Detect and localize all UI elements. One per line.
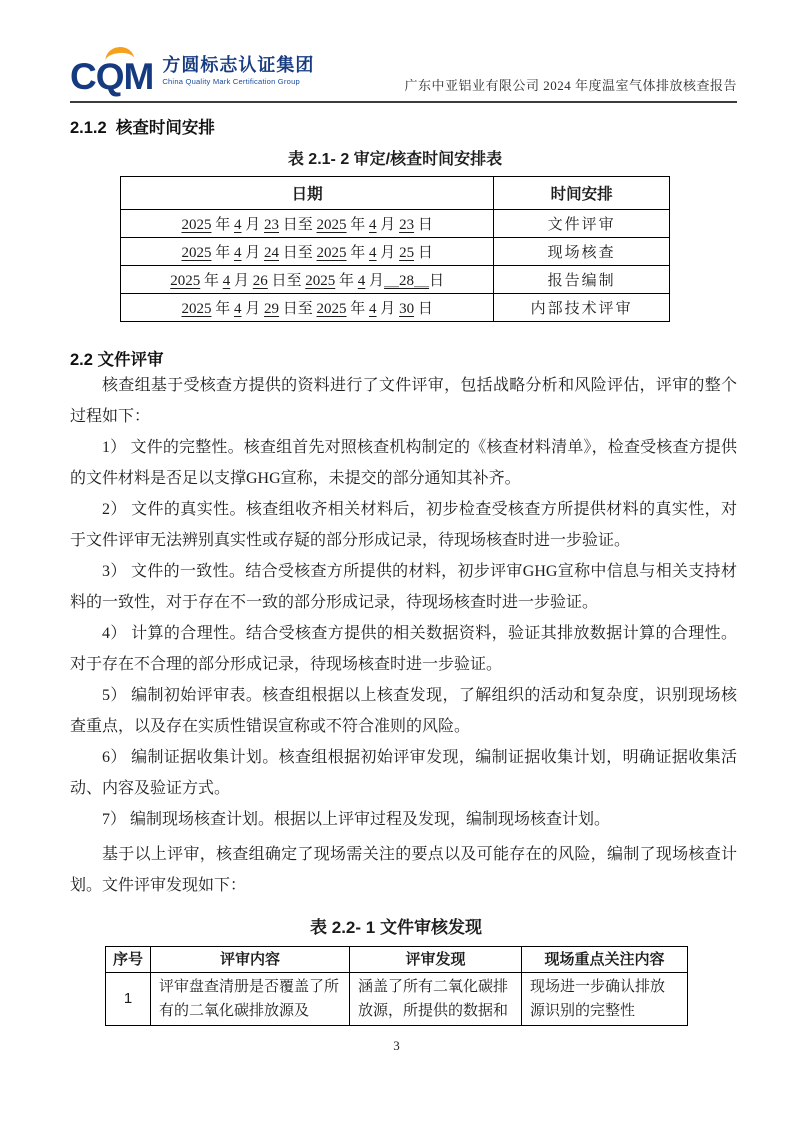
paragraph: 核查组基于受核查方提供的资料进行了文件评审，包括战略分析和风险评估，评审的整个过程如下： (70, 377, 737, 425)
paragraph: 3） 文件的一致性。结合受核查方所提供的材料，初步评审GHG宣称中信息与相关支持材料的一致性，对于存在不一致的部分形成记录，待现场核查时进一步验证。 (70, 563, 737, 611)
document-review-findings-table (105, 946, 688, 1026)
cell-date: 2025 年 4 月 29 日至 2025 年 4 月 30 日 (121, 294, 494, 322)
cell-activity: 报告编制 (494, 266, 670, 294)
cell-finding: 涵盖了所有二氧化碳排放源，所提供的数据和 (350, 973, 522, 1026)
paragraph: 5） 编制初始评审表。核查组根据以上核查发现，了解组织的活动和复杂度，识别现场核查重点，以及存在实质性错误宣称或不符合准则的风险。 (70, 687, 737, 735)
table-header-row (106, 947, 688, 973)
cqm-logo (70, 46, 314, 95)
cell-activity: 内部技术评审 (494, 294, 670, 322)
paragraph: 4） 计算的合理性。结合受核查方提供的相关数据资料，验证其排放数据计算的合理性。对于存在不合理的部分形成记录，待现场核查时进一步验证。 (70, 625, 737, 673)
section-2-2-body (70, 370, 737, 901)
table-row (121, 238, 670, 266)
section-heading-2-2: 2.2 文件评审 (70, 351, 164, 369)
column-header-date: 日期 (121, 177, 494, 210)
brand-name-en: China Quality Mark Certification Group (162, 77, 300, 87)
table-row (121, 210, 670, 238)
cqm-logo-text: CQM (70, 56, 154, 97)
table-2-caption: 表 2.2- 1 文件审核发现 (310, 918, 482, 937)
cell-date: 2025 年 4 月 23 日至 2025 年 4 月 23 日 (121, 210, 494, 238)
verification-schedule-table (120, 176, 670, 322)
paragraph: 2） 文件的真实性。核查组收齐相关材料后，初步检查受核查方所提供材料的真实性，对于文件评审无法辨别真实性或存疑的部分形成记录，待现场核查时进一步验证。 (70, 501, 737, 549)
cell-activity: 文件评审 (494, 210, 670, 238)
cell-date: 2025 年 4 月 24 日至 2025 年 4 月 25 日 (121, 238, 494, 266)
column-header-review-content: 评审内容 (151, 947, 350, 973)
paragraph: 基于以上评审，核查组确定了现场需关注的要点以及可能存在的风险，编制了现场核查计划。文件评审发现如下： (70, 846, 737, 894)
paragraph: 6） 编制证据收集计划。核查组根据初始评审发现，编制证据收集计划，明确证据收集活动、内容及验证方式。 (70, 749, 737, 797)
cqm-logo-mark (70, 46, 153, 95)
cell-date: 2025 年 4 月 26 日至 2025 年 4 月＿28＿日 (121, 266, 494, 294)
table-row (121, 266, 670, 294)
report-title: 广东中亚铝业有限公司 2024 年度温室气体排放核查报告 (404, 78, 737, 93)
cqm-orange-arc-icon (105, 46, 135, 61)
table-row (121, 294, 670, 322)
paragraph: 1） 文件的完整性。核查组首先对照核查机构制定的《核查材料清单》，检查受核查方提供的文件材料是否足以支撑GHG宣称，未提交的部分通知其补齐。 (70, 439, 737, 487)
column-header-no: 序号 (106, 947, 151, 973)
table-row (106, 973, 688, 1026)
cell-no: 1 (106, 973, 151, 1026)
table-1-caption: 表 2.1- 2 审定/核查时间安排表 (287, 151, 503, 168)
paragraph: 7） 编制现场核查计划。根据以上评审过程及发现，编制现场核查计划。 (102, 811, 611, 828)
cqm-brand-block (162, 55, 314, 87)
page-number: 3 (393, 1038, 400, 1053)
cell-activity: 现场核查 (494, 238, 670, 266)
column-header-review-finding: 评审发现 (350, 947, 522, 973)
table-header-row (121, 177, 670, 210)
schedule-table-body (121, 210, 670, 322)
section-heading-2-1-2: 2.1.2 核查时间安排 (70, 119, 215, 137)
brand-name-cn: 方圆标志认证集团 (162, 54, 315, 75)
page-header (70, 46, 737, 103)
column-header-onsite-focus: 现场重点关注内容 (522, 947, 688, 973)
cell-content: 评审盘查清册是否覆盖了所有的二氧化碳排放源及 (151, 973, 350, 1026)
findings-table-body (106, 973, 688, 1026)
cell-focus: 现场进一步确认排放源识别的完整性 (522, 973, 688, 1026)
column-header-activity: 时间安排 (494, 177, 670, 210)
